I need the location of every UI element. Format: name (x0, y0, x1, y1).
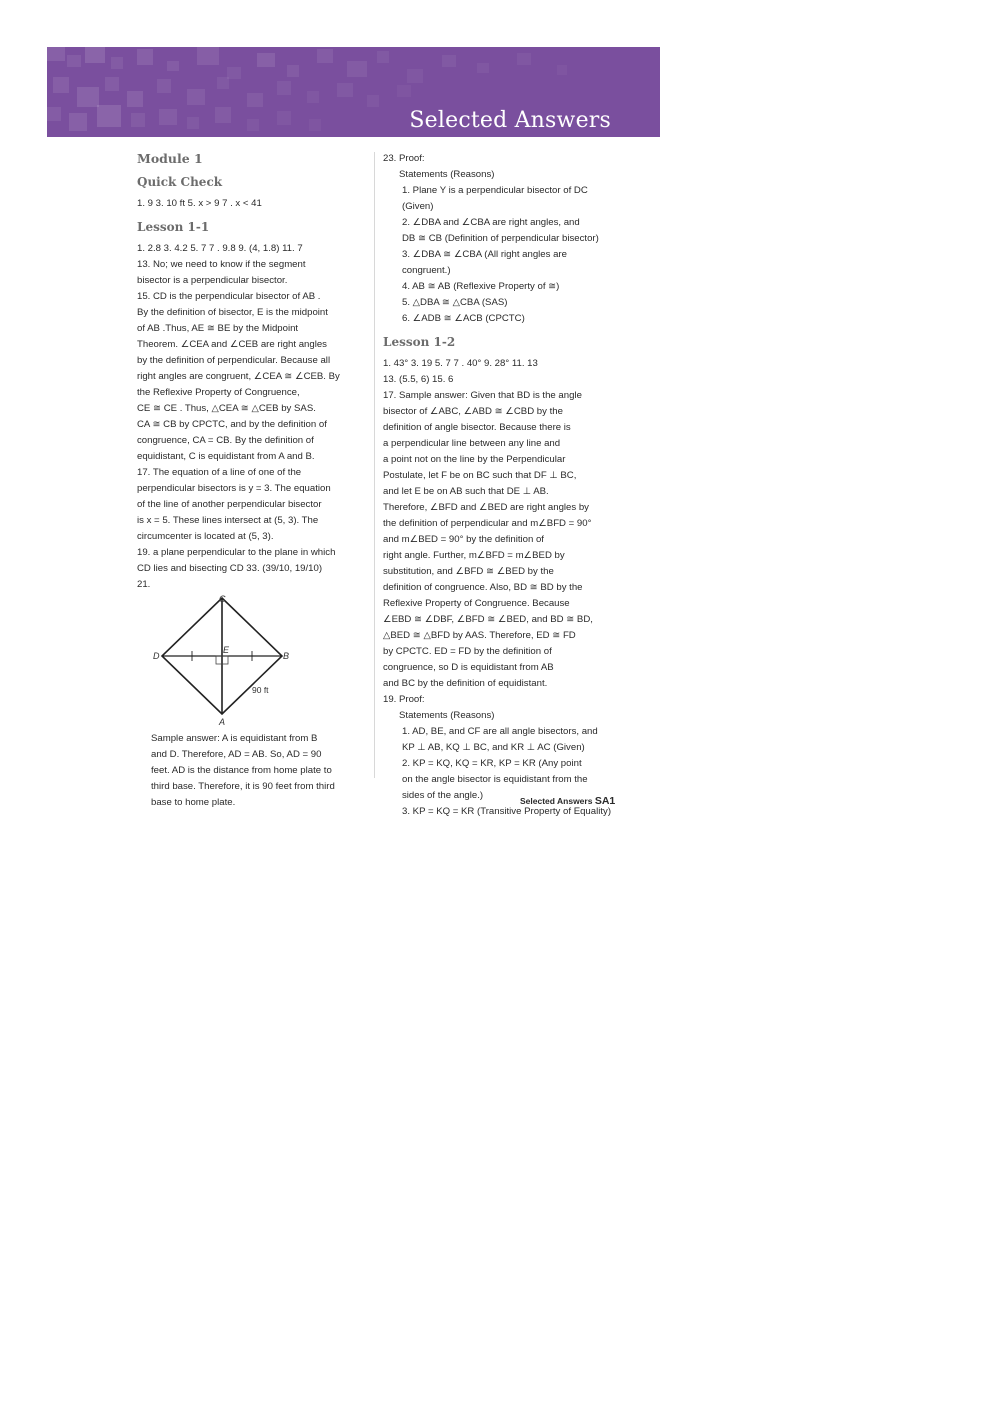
answer-text: a point not on the line by the Perpendicular (383, 454, 566, 465)
answer-text: is x = 5. These lines intersect at (5, 3). The (137, 515, 319, 526)
answer-text: CA ≅ CB by CPCTC, and by the definition of (137, 419, 327, 430)
proof-23-steps (383, 184, 623, 326)
banner-square (47, 107, 61, 121)
proof-step: (Given) (402, 201, 434, 212)
answer-text: perpendicular bisectors is y = 3. The equation (137, 483, 331, 494)
banner-square (187, 117, 199, 129)
answer-21 (137, 732, 365, 810)
banner-square (77, 87, 99, 107)
answer-text: by the definition of perpendicular. Because all (137, 355, 331, 366)
banner-square (53, 77, 69, 93)
proof-step: sides of the angle.) (402, 790, 484, 801)
banner-square (215, 107, 231, 123)
answer-text: 17. The equation of a line of one of the (137, 467, 302, 478)
answer-text: CD lies and bisecting CD 33. (39/10, 19/10) (137, 563, 323, 574)
banner-square (517, 53, 531, 65)
footer-label: Selected Answers (520, 796, 593, 806)
page-footer (520, 795, 615, 807)
module-heading: Module 1 (137, 151, 203, 166)
statements-heading: Statements (Reasons) (399, 710, 495, 721)
answer-text: equidistant, C is equidistant from A and B. (137, 451, 315, 462)
proof-step: 2. KP = KQ, KQ = KR, KP = KR (Any point (402, 758, 582, 769)
label-a: A (219, 717, 226, 727)
banner-square (131, 113, 145, 127)
answer-text: feet. AD is the distance from home plate to (151, 765, 332, 776)
distance-label: 90 ft (252, 685, 269, 695)
banner-square (227, 67, 241, 79)
banner-square (217, 77, 229, 89)
banner-square (407, 69, 423, 83)
banner-square (137, 49, 153, 65)
banner-square (317, 49, 333, 63)
proof-step: KP ⊥ AB, KQ ⊥ BC, and KR ⊥ AC (Given) (402, 742, 585, 753)
answer-13 (137, 258, 365, 288)
right-column (383, 152, 623, 821)
answer-17-proof (383, 389, 623, 691)
banner-square (347, 61, 367, 77)
banner-square (111, 57, 123, 69)
label-c: C (219, 594, 226, 604)
answer-text: 19. a plane perpendicular to the plane in which (137, 547, 336, 558)
banner-square (557, 65, 567, 75)
banner-square (85, 47, 105, 63)
lesson-1-2-heading: Lesson 1-2 (383, 335, 456, 349)
label-d: D (153, 651, 160, 661)
proof-step: 3. KP = KQ = KR (Transitive Property of Equality) (402, 806, 612, 817)
answer-text: the Reflexive Property of Congruence, (137, 387, 300, 398)
answer-text: and BC by the definition of equidistant. (383, 678, 548, 689)
answer-23-header: 23. Proof: (383, 153, 425, 164)
answer-text: definition of congruence. Also, BD ≅ BD by the (383, 582, 583, 593)
answer-text: △BED ≅ △BFD by AAS. Therefore, ED ≅ FD (383, 630, 576, 641)
answer-text: a perpendicular line between any line and (383, 438, 561, 449)
banner-square (367, 95, 379, 107)
header-banner (47, 47, 660, 137)
banner-square (337, 83, 353, 97)
banner-square (307, 91, 319, 103)
proof-step: 1. Plane Y is a perpendicular bisector of DC (402, 185, 588, 196)
answer-text: ∠EBD ≅ ∠DBF, ∠BFD ≅ ∠BED, and BD ≅ BD, (383, 614, 593, 625)
banner-square (247, 93, 263, 107)
answer-text: Sample answer: A is equidistant from B (151, 733, 318, 744)
answer-text: bisector is a perpendicular bisector. (137, 275, 288, 286)
proof-step: 2. ∠DBA and ∠CBA are right angles, and (402, 217, 580, 228)
banner-square (277, 111, 291, 125)
answer-text: Postulate, let F be on BC such that DF ⊥ BC, (383, 470, 577, 481)
proof-step: 4. AB ≅ AB (Reflexive Property of ≅) (402, 281, 560, 292)
banner-square (377, 51, 389, 63)
answer-line: 13. (5.5, 6) 15. 6 (383, 374, 454, 385)
banner-square (97, 105, 121, 127)
page-number: SA1 (594, 795, 616, 807)
answer-text: 13. No; we need to know if the segment (137, 259, 306, 270)
proof-step: 6. ∠ADB ≅ ∠ACB (CPCTC) (402, 313, 525, 324)
banner-square (187, 89, 205, 105)
answer-17 (137, 466, 365, 544)
banner-square (477, 63, 489, 73)
answer-text: bisector of ∠ABC, ∠ABD ≅ ∠CBD by the (383, 406, 563, 417)
answer-text: right angles are congruent, ∠CEA ≅ ∠CEB. By (137, 371, 340, 382)
answer-text: Theorem. ∠CEA and ∠CEB are right angles (137, 339, 327, 350)
proof-step: 3. ∠DBA ≅ ∠CBA (All right angles are (402, 249, 567, 260)
answer-text: congruence, so D is equidistant from AB (383, 662, 554, 673)
answer-text: base to home plate. (151, 797, 236, 808)
answer-text: Therefore, ∠BFD and ∠BED are right angles by (383, 502, 589, 513)
rhombus-diagram (137, 594, 337, 730)
left-column (137, 150, 365, 812)
banner-square (47, 47, 65, 61)
quick-check-heading: Quick Check (137, 175, 223, 189)
lesson-1-1-heading: Lesson 1-1 (137, 220, 210, 234)
answer-text: Reflexive Property of Congruence. Because (383, 598, 570, 609)
answer-19 (137, 546, 365, 576)
banner-square (157, 79, 171, 93)
answer-text: congruence, CA = CB. By the definition of (137, 435, 314, 446)
answer-text: and m∠BED = 90° by the definition of (383, 534, 544, 545)
answer-15 (137, 290, 365, 464)
banner-square (397, 85, 411, 97)
answer-text: By the definition of bisector, E is the midpoint (137, 307, 328, 318)
answer-text: of the line of another perpendicular bisector (137, 499, 322, 510)
page-title: Selected Answers (409, 108, 611, 133)
answer-text: circumcenter is located at (5, 3). (137, 531, 274, 542)
answer-text: substitution, and ∠BFD ≅ ∠BED by the (383, 566, 554, 577)
banner-square (442, 55, 456, 67)
answer-line: 1. 2.8 3. 4.2 5. 7 7 . 9.8 9. (4, 1.8) 11. 7 (137, 243, 303, 254)
answer-text: the definition of perpendicular and m∠BFD = 90° (383, 518, 592, 529)
statements-heading: Statements (Reasons) (399, 169, 495, 180)
banner-square (257, 53, 275, 67)
proof-step: DB ≅ CB (Definition of perpendicular bisector) (402, 233, 599, 244)
banner-square (159, 109, 177, 125)
answer-line: 1. 43° 3. 19 5. 7 7 . 40° 9. 28° 11. 13 (383, 358, 538, 369)
banner-square (105, 77, 119, 91)
answer-text: right angle. Further, m∠BFD = m∠BED by (383, 550, 565, 561)
label-b: B (283, 651, 290, 661)
banner-square (309, 119, 321, 131)
answer-19-header: 19. Proof: (383, 694, 425, 705)
banner-square (197, 47, 219, 65)
label-e: E (223, 645, 230, 655)
proof-step: congruent.) (402, 265, 451, 276)
banner-square (277, 81, 291, 95)
proof-step: 1. AD, BE, and CF are all angle bisectors, and (402, 726, 598, 737)
answer-text: third base. Therefore, it is 90 feet from third (151, 781, 335, 792)
banner-square (287, 65, 299, 77)
proof-step: 5. △DBA ≅ △CBA (SAS) (402, 297, 508, 308)
answer-21-label: 21. (137, 579, 151, 590)
banner-square (167, 61, 179, 71)
banner-square (127, 91, 143, 107)
proof-step: on the angle bisector is equidistant from the (402, 774, 588, 785)
answer-text: of AB .Thus, AE ≅ BE by the Midpoint (137, 323, 299, 334)
answer-text: 15. CD is the perpendicular bisector of AB . (137, 291, 321, 302)
banner-square (67, 55, 81, 67)
column-divider (374, 152, 375, 778)
quick-check-answers: 1. 9 3. 10 ft 5. x > 9 7 . x < 41 (137, 198, 262, 209)
answer-text: and D. Therefore, AD = AB. So, AD = 90 (151, 749, 322, 760)
answer-text: 17. Sample answer: Given that BD is the angle (383, 390, 582, 401)
answer-text: CE ≅ CE . Thus, △CEA ≅ △CEB by SAS. (137, 403, 316, 414)
banner-square (69, 113, 87, 131)
answer-text: and let E be on AB such that DE ⊥ AB. (383, 486, 549, 497)
answer-text: definition of angle bisector. Because there is (383, 422, 571, 433)
answer-text: by CPCTC. ED = FD by the definition of (383, 646, 552, 657)
banner-square (247, 119, 259, 131)
